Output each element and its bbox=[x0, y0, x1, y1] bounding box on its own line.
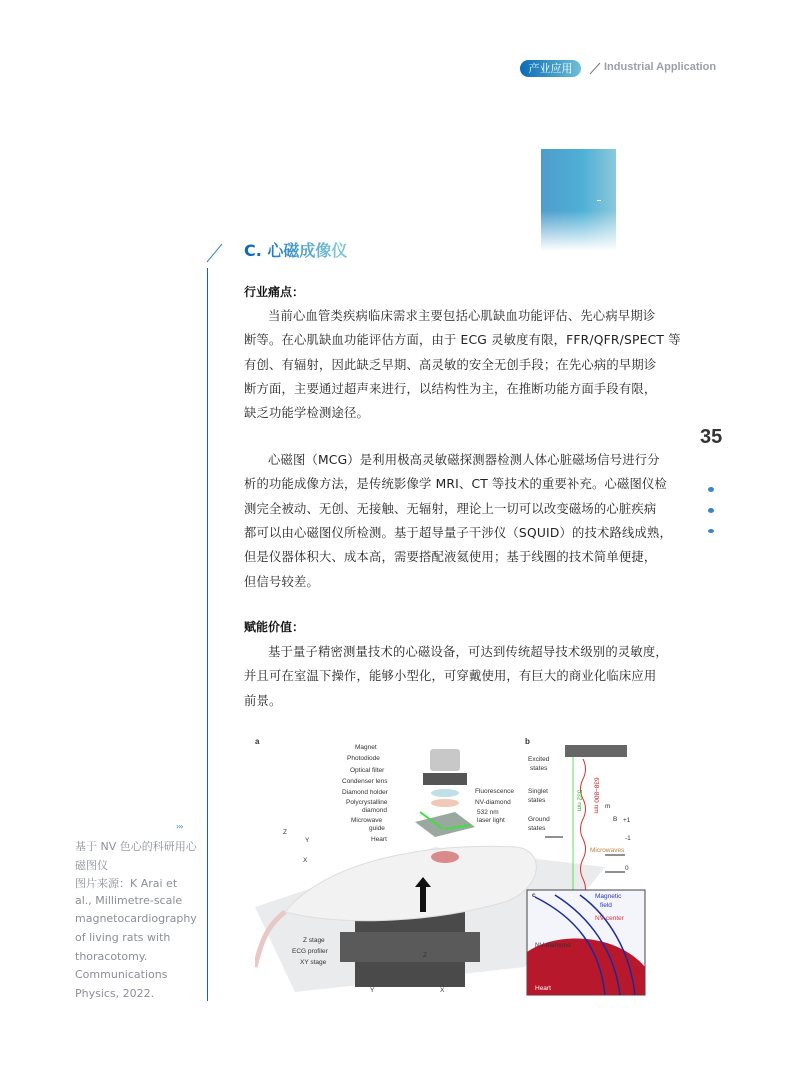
wavelength-label: 532 nm bbox=[575, 789, 583, 812]
figure-label: Heart bbox=[371, 836, 387, 843]
figure-label: states bbox=[528, 825, 546, 832]
figure-label: Y bbox=[305, 837, 310, 844]
figure-label: Ground bbox=[528, 816, 550, 823]
figure-label: field bbox=[600, 902, 612, 909]
figure-label: X bbox=[440, 987, 445, 994]
figure-label: 532 nm bbox=[477, 809, 499, 816]
caption-line: al., Millimetre-scale bbox=[75, 893, 183, 907]
paragraph-line: 并且可在室温下操作，能够小型化，可穿戴使用，有巨大的商业化临床应用 bbox=[244, 669, 657, 684]
caption-line: Communications bbox=[75, 968, 168, 982]
slash-divider bbox=[588, 60, 602, 76]
caption-arrows-icon: ››› bbox=[176, 822, 183, 831]
paragraph-line: 基于量子精密测量技术的心磁设备，可达到传统超导技术级别的灵敏度， bbox=[268, 645, 668, 659]
figure-label: guide bbox=[369, 825, 385, 832]
paragraph-line: 心磁图（MCG）是利用极高灵敏磁探测器检测人体心脏磁场信号进行分 bbox=[268, 453, 660, 467]
value-heading: 赋能价值： bbox=[244, 620, 305, 634]
figure-label: laser light bbox=[477, 817, 505, 824]
figure-label: Diamond holder bbox=[342, 789, 388, 796]
caption-line: of living rats with bbox=[75, 931, 171, 944]
decor-dot bbox=[708, 508, 714, 513]
decor-dot bbox=[708, 529, 714, 533]
section-title: C. 心磁成像仪 bbox=[244, 238, 347, 261]
pain-points-heading: 行业痛点： bbox=[244, 285, 305, 299]
figure-label: states bbox=[528, 797, 546, 804]
figure-label: 0 bbox=[625, 865, 629, 872]
wavelength-label: 638–800 nm bbox=[592, 777, 600, 814]
figure-label: Magnetic bbox=[595, 893, 622, 900]
figure-label: Y bbox=[370, 987, 375, 994]
paragraph-line: 都可以由心磁图仪所检测。基于超导量子干涉仪（SQUID）的技术路线成熟， bbox=[244, 525, 672, 540]
figure-label: NV-diamond bbox=[535, 942, 571, 949]
figure-label: Condenser lens bbox=[342, 778, 388, 785]
caption-line: thoracotomy. bbox=[75, 949, 148, 963]
decorative-gradient-block bbox=[541, 149, 616, 251]
panel-b-label: b bbox=[525, 737, 530, 746]
figure-label: Optical filter bbox=[350, 767, 385, 774]
paragraph-line: 但信号较差。 bbox=[244, 574, 319, 589]
caption-line: Physics, 2022. bbox=[75, 986, 155, 1000]
figure-label: B bbox=[613, 816, 618, 823]
figure-label: Singlet bbox=[528, 788, 548, 795]
figure-label: m bbox=[605, 803, 611, 810]
figure-label: Heart bbox=[535, 985, 551, 992]
figure-label: diamond bbox=[362, 807, 387, 814]
caption-line: 图片来源：K Arai et bbox=[75, 877, 178, 891]
panel-c-label: c bbox=[532, 892, 536, 899]
decor-dot bbox=[708, 487, 714, 492]
paragraph-line: 断等。在心肌缺血功能评估方面，由于 ECG 灵敏度有限，FFR/QFR/SPECT 等 bbox=[244, 333, 681, 348]
left-rule bbox=[207, 268, 208, 1001]
figure-label: states bbox=[530, 765, 548, 772]
figure-label: XY stage bbox=[300, 959, 327, 966]
figure-label: Magnet bbox=[355, 744, 377, 751]
paragraph-line: 测完全被动、无创、无接触、无辐射，理论上一切可以改变磁场的心脏疾病 bbox=[244, 501, 657, 516]
figure-label: +1 bbox=[623, 817, 631, 824]
figure-label: ECG profiler bbox=[292, 948, 328, 955]
paragraph-line: 但是仪器体积大、成本高，需要搭配液氦使用；基于线圈的技术简单便捷， bbox=[244, 550, 657, 565]
paragraph-line: 有创、有辐射，因此缺乏早期、高灵敏的安全无创手段；在先心病的早期诊 bbox=[244, 357, 657, 372]
figure-illustration bbox=[255, 737, 647, 997]
paragraph-line: 析的功能成像方法，是传统影像学 MRI、CT 等技术的重要补充。心磁图仪检 bbox=[244, 477, 668, 492]
figure-label: Microwave bbox=[351, 817, 383, 824]
caption-line: 磁图仪 bbox=[75, 858, 108, 872]
figure-label: Microwaves bbox=[590, 847, 625, 854]
figure-label: NV center bbox=[595, 915, 624, 922]
figure-label: Fluorescence bbox=[475, 788, 515, 795]
figure-label: -1 bbox=[625, 835, 631, 842]
paragraph-line: 前景。 bbox=[244, 693, 282, 708]
figure-label: X bbox=[303, 857, 308, 864]
paragraph-line: 缺乏功能学检测途径。 bbox=[244, 406, 369, 421]
section-english: Industrial Application bbox=[604, 61, 717, 73]
page-number: 35 bbox=[700, 426, 723, 448]
paragraph-line: 当前心血管类疾病临床需求主要包括心肌缺血功能评估、先心病早期诊 bbox=[268, 309, 656, 323]
title-slash-icon bbox=[205, 242, 225, 264]
figure-label: Photodiode bbox=[347, 755, 380, 762]
figure-label: Z bbox=[283, 829, 287, 836]
figure-label: Excited bbox=[528, 756, 550, 763]
figure-label: Z stage bbox=[303, 937, 325, 944]
figure-label: NV-diamond bbox=[475, 799, 511, 806]
panel-a-label: a bbox=[255, 737, 260, 746]
caption-line: 基于 NV 色心的科研用心 bbox=[75, 840, 197, 853]
caption-line: magnetocardiography bbox=[75, 912, 197, 926]
figure-label: Z bbox=[423, 952, 427, 959]
figure-label: Polycrystalline bbox=[346, 799, 388, 806]
section-tag: 产业应用 bbox=[520, 60, 581, 77]
paragraph-line: 断方面，主要通过超声来进行，以结构性为主，在推断功能方面手段有限， bbox=[244, 381, 657, 396]
figure-nv-mcg bbox=[255, 737, 647, 997]
